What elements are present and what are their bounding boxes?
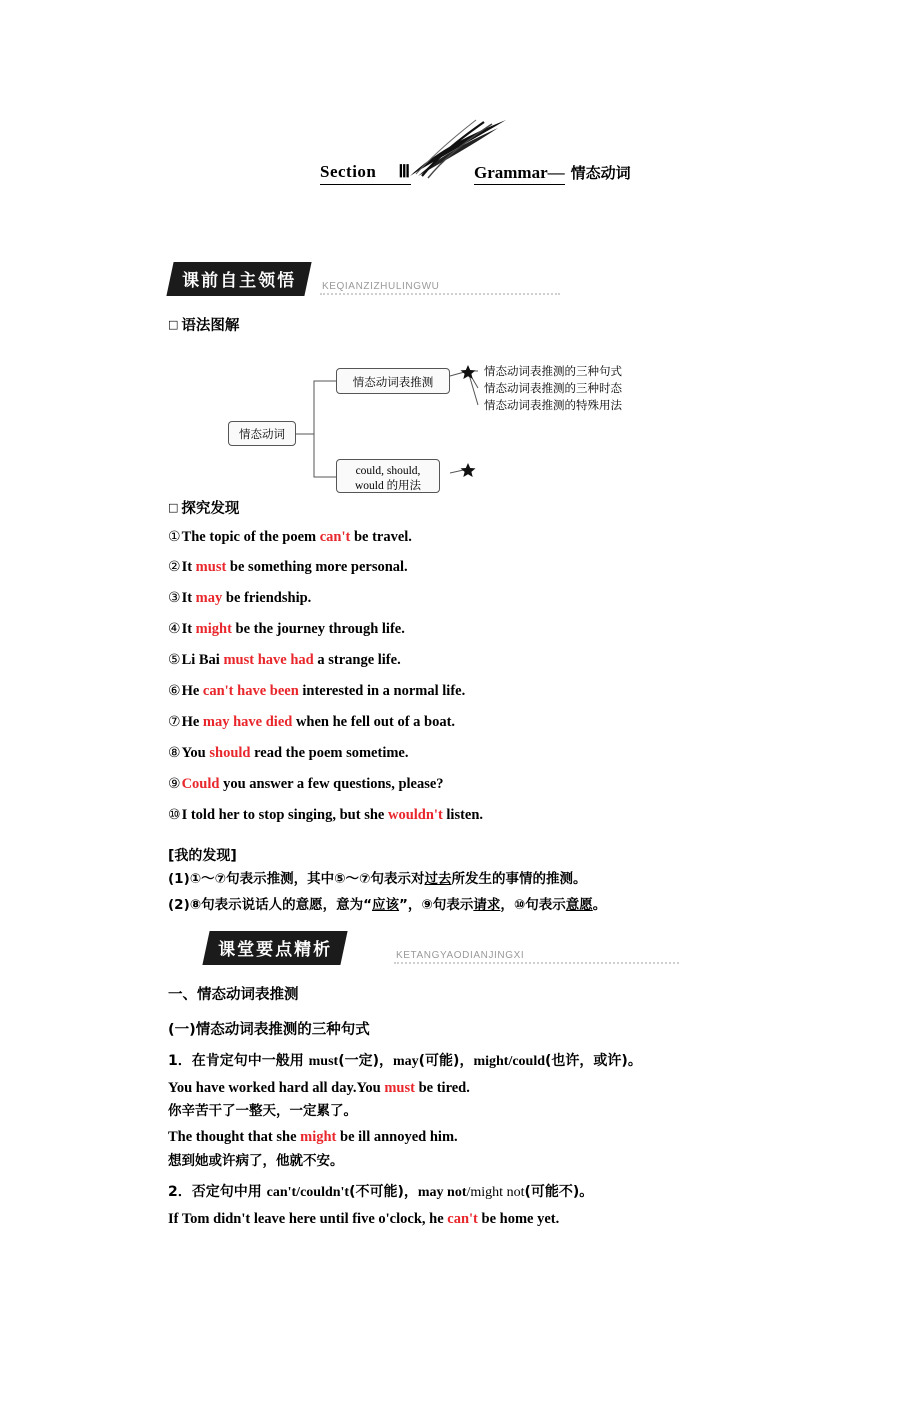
example-sentence-3: If Tom didn't leave here until five o'clock, he can't be home yet.	[168, 1211, 560, 1228]
list-item: ④It might be the journey through life.	[168, 621, 405, 638]
main-point-1-subheading: (一)情态动词表推测的三种句式	[168, 1021, 370, 1038]
list-item: ⑤Li Bai must have had a strange life.	[168, 652, 401, 669]
example-translation-1: 你辛苦干了一整天，一定累了。	[168, 1103, 357, 1120]
document-page	[0, 118, 920, 1420]
list-item: ③It may be friendship.	[168, 590, 312, 607]
diagram-item-1: 情态动词表推测的三种句式	[484, 364, 622, 378]
main-point-1-heading: 一、情态动词表推测	[168, 986, 299, 1003]
grammar-chart-heading: □ 语法图解	[168, 318, 240, 334]
list-item: ⑨Could you answer a few questions, please?	[168, 776, 444, 792]
rule-line-1: 1．在肯定句中一般用 must(一定)，may(可能)，might/could(也许，或许)。	[168, 1052, 642, 1069]
section-header	[168, 118, 752, 238]
diagram-branch2-box: could, should, would 的用法	[336, 459, 440, 493]
list-item: ⑩I told her to stop singing, but she wouldn't listen.	[168, 806, 484, 823]
finding-line-2: (2)⑧句表示说话人的意愿，意为“应该”，⑨句表示请求，⑩句表示意愿。	[168, 897, 607, 914]
section-number: Ⅲ	[398, 162, 411, 181]
grammar-diagram	[168, 341, 752, 491]
findings-heading: [我的发现]	[168, 848, 237, 865]
discovery-heading: □ 探究发现	[168, 501, 240, 517]
diagram-item-2: 情态动词表推测的三种时态	[484, 381, 622, 395]
banner-label: 课堂要点精析	[202, 931, 347, 965]
example-sentence-1: You have worked hard all day.You must be tired.	[168, 1079, 470, 1096]
banner-label: 课前自主领悟	[166, 262, 311, 296]
diagram-branch1-box: 情态动词表推测	[336, 368, 450, 394]
grammar-title-en: Grammar—	[474, 163, 565, 185]
list-item: ⑧You should read the poem sometime.	[168, 745, 409, 762]
list-item: ②It must be something more personal.	[168, 559, 408, 576]
example-sentence-2: The thought that she might be ill annoyed him.	[168, 1128, 458, 1145]
list-item: ⑥He can't have been interested in a normal life.	[168, 683, 466, 700]
diagram-connectors	[168, 341, 752, 491]
finding-line-1: (1)①～⑦句表示推测，其中⑤～⑦句表示对过去所发生的事情的推测。	[168, 871, 587, 888]
banner-pinyin: KETANGYAODIANJINGXI	[396, 949, 525, 961]
section-title	[320, 162, 411, 185]
list-item: ⑦He may have died when he fell out of a boat.	[168, 714, 456, 731]
grammar-title	[474, 162, 631, 183]
grammar-title-cn: 情态动词	[570, 164, 631, 182]
example-translation-2: 想到她或许病了，他就不安。	[168, 1152, 344, 1169]
banner-dotted-rule	[394, 962, 679, 964]
discovery-example-list	[168, 522, 752, 831]
banner-in-class	[206, 931, 752, 965]
list-item: ①The topic of the poem can't be travel.	[168, 528, 412, 545]
diagram-item-3: 情态动词表推测的特殊用法	[484, 398, 622, 412]
square-bullet-icon: □	[168, 318, 179, 331]
banner-pinyin: KEQIANZIZHULINGWU	[322, 281, 440, 292]
banner-dotted-rule	[320, 293, 560, 295]
square-bullet-icon: □	[168, 501, 179, 514]
rule-line-2: 2．否定句中用 can't/couldn't(不可能)，may not/might not(可能不)。	[168, 1184, 594, 1201]
section-word: Section	[320, 162, 377, 181]
banner-pre-class	[170, 262, 752, 296]
diagram-root-box: 情态动词	[228, 421, 296, 446]
